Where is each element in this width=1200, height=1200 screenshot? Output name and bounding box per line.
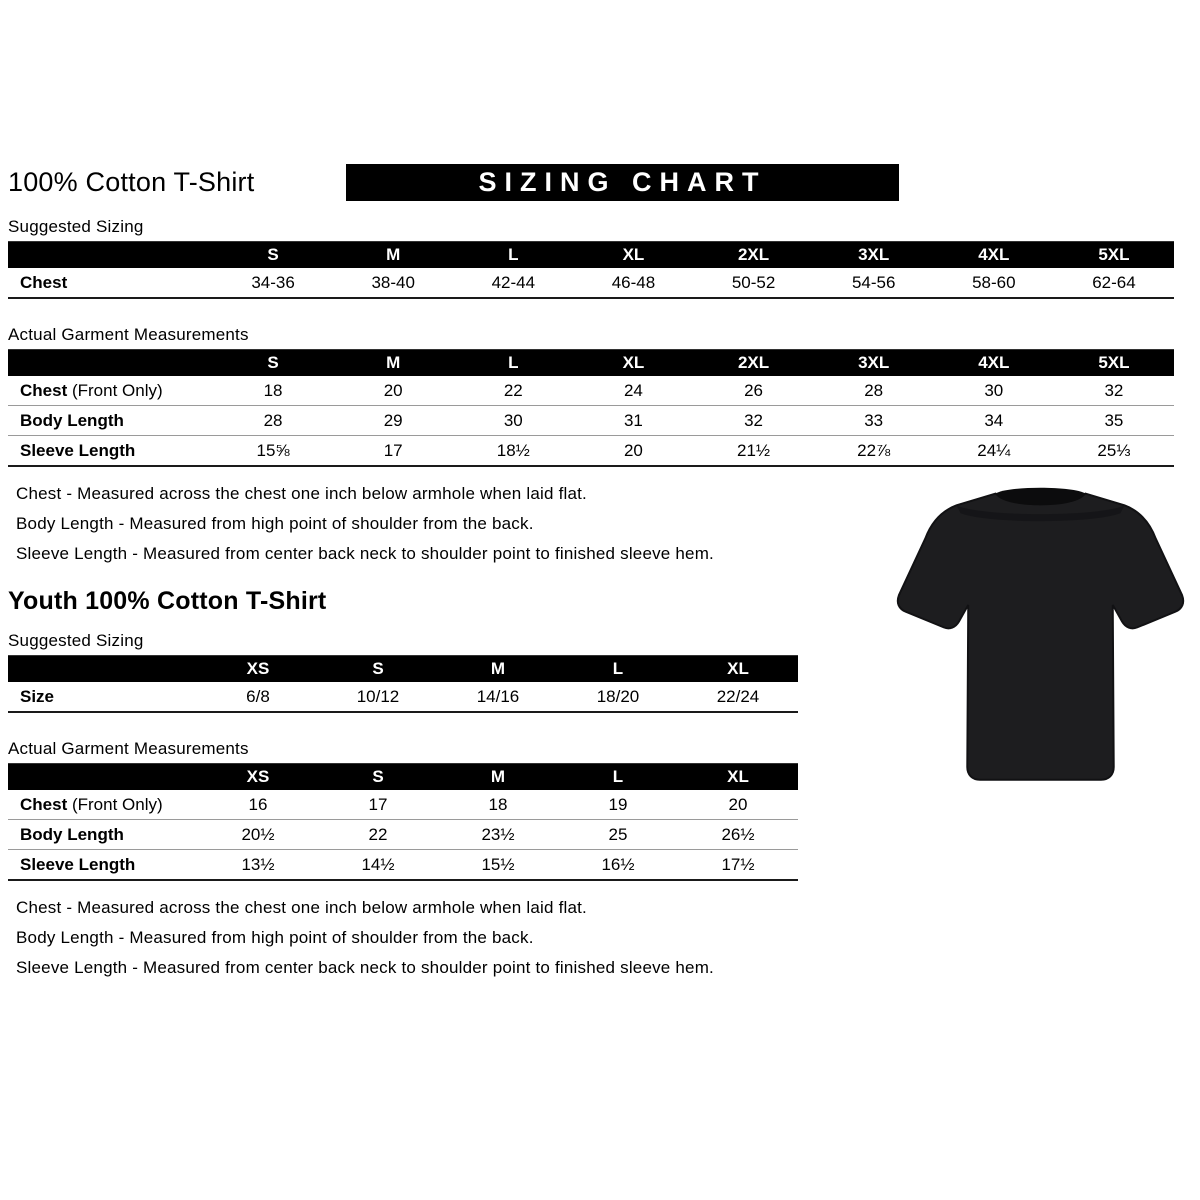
note-line: Body Length - Measured from high point of shoulder from the back.: [16, 514, 534, 533]
note-line: Body Length - Measured from high point of shoulder from the back.: [16, 928, 534, 947]
measurement-cell: 58-60: [972, 272, 1016, 292]
measurement-cell: 30: [984, 380, 1004, 400]
measurement-cell: 17½: [721, 854, 755, 874]
measurement-cell: 20: [383, 380, 403, 400]
size-column-header: L: [558, 656, 678, 683]
measurement-cell: 10/12: [356, 686, 400, 706]
size-column-header: 2XL: [694, 242, 814, 269]
measurement-cell: 46-48: [611, 272, 656, 292]
sizing-chart-banner: SIZING CHART: [346, 164, 899, 201]
measurement-cell: 24: [623, 380, 643, 400]
note-line: Sleeve Length - Measured from center back neck to shoulder point to finished sleeve hem.: [16, 544, 714, 563]
youth-garment-measurements-table: [8, 763, 798, 881]
measurement-cell: 22: [503, 380, 523, 400]
size-column-header: 4XL: [934, 242, 1054, 269]
measurement-cell: 33: [864, 410, 884, 430]
table-row: [8, 376, 1174, 406]
measurement-cell: 28: [864, 380, 884, 400]
size-column-header: S: [213, 242, 333, 269]
measurement-cell: 25: [608, 824, 628, 844]
row-label: Body Length: [20, 824, 124, 844]
section-label-adult-suggested: Suggested Sizing: [8, 217, 144, 236]
measurement-cell: 23½: [481, 824, 515, 844]
row-label: Sleeve Length: [20, 854, 136, 874]
table-row: [8, 820, 798, 850]
table-row: [8, 850, 798, 881]
measurement-cell: 17: [368, 794, 388, 814]
measurement-cell: 29: [383, 410, 403, 430]
size-column-header: M: [333, 350, 453, 377]
row-label: Size: [20, 686, 55, 706]
corner-cell: [8, 764, 198, 791]
note-line: Chest - Measured across the chest one inch below armhole when laid flat.: [16, 484, 587, 503]
section-label-adult-actual: Actual Garment Measurements: [8, 325, 249, 344]
measurement-cell: 38-40: [371, 272, 415, 292]
note-line: Chest - Measured across the chest one inch below armhole when laid flat.: [16, 898, 587, 917]
size-column-header: 5XL: [1054, 350, 1174, 377]
measurement-cell: 34-36: [251, 272, 295, 292]
measurement-cell: 32: [744, 410, 764, 430]
size-column-header: 3XL: [814, 350, 934, 377]
measurement-cell: 62-64: [1092, 272, 1136, 292]
size-column-header: 5XL: [1054, 242, 1174, 269]
measurement-cell: 18: [263, 380, 283, 400]
size-column-header: XL: [573, 242, 693, 269]
row-label: Chest (Front Only): [20, 380, 163, 400]
tshirt-graphic: [893, 478, 1188, 810]
size-column-header: L: [453, 242, 573, 269]
measurement-cell: 19: [608, 794, 628, 814]
measurement-cell: 17: [383, 440, 403, 460]
measurement-cell: 28: [263, 410, 283, 430]
measurement-cell: 6/8: [246, 686, 270, 706]
measurement-cell: 18½: [496, 440, 530, 460]
row-label: Body Length: [20, 410, 124, 430]
measurement-cell: 20: [623, 440, 643, 460]
youth-page-title: Youth 100% Cotton T-Shirt: [8, 587, 327, 615]
measurement-cell: 18: [488, 794, 508, 814]
measurement-cell: 54-56: [851, 272, 896, 292]
measurement-cell: 26½: [721, 824, 755, 844]
measurement-cell: 32: [1104, 380, 1124, 400]
corner-cell: [8, 656, 198, 683]
measurement-cell: 22⅞: [857, 440, 891, 460]
size-column-header: S: [318, 764, 438, 791]
size-column-header: XL: [678, 656, 798, 683]
black-tshirt-image: [893, 478, 1188, 810]
page-title: 100% Cotton T-Shirt: [8, 166, 255, 197]
measurement-cell: 25⅓: [1097, 440, 1131, 460]
measurement-cell: 42-44: [491, 272, 536, 292]
measurement-cell: 15⅝: [256, 440, 290, 460]
table-row: [8, 436, 1174, 467]
measurement-cell: 30: [503, 410, 523, 430]
adult-garment-measurements-table: [8, 349, 1174, 467]
size-column-header: XL: [678, 764, 798, 791]
row-label: Chest: [20, 272, 68, 292]
measurement-cell: 16½: [601, 854, 635, 874]
measurement-cell: 14/16: [476, 686, 520, 706]
measurement-cell: 31: [623, 410, 643, 430]
table-row: [8, 406, 1174, 436]
row-label: Chest (Front Only): [20, 794, 163, 814]
size-column-header: M: [438, 656, 558, 683]
measurement-cell: 20: [728, 794, 748, 814]
youth-measurement-notes: [8, 893, 1178, 983]
row-label: Sleeve Length: [20, 440, 136, 460]
corner-cell: [8, 350, 213, 377]
size-column-header: M: [333, 242, 453, 269]
table-row: [8, 790, 798, 820]
table-row: [8, 682, 798, 712]
header-row: [8, 162, 1178, 202]
size-column-header: S: [318, 656, 438, 683]
measurement-cell: 20½: [241, 824, 275, 844]
measurement-cell: 15½: [481, 854, 515, 874]
size-column-header: L: [558, 764, 678, 791]
section-label-youth-suggested: Suggested Sizing: [8, 631, 144, 650]
note-line: Sleeve Length - Measured from center back neck to shoulder point to finished sleeve hem.: [16, 958, 714, 977]
tshirt-body-shape: [898, 494, 1183, 780]
size-column-header: 3XL: [814, 242, 934, 269]
size-column-header: XL: [573, 350, 693, 377]
size-column-header: XS: [198, 656, 318, 683]
measurement-cell: 18/20: [596, 686, 640, 706]
table-row: [8, 268, 1174, 298]
measurement-cell: 50-52: [731, 272, 776, 292]
size-column-header: M: [438, 764, 558, 791]
size-column-header: 2XL: [694, 350, 814, 377]
measurement-cell: 16: [248, 794, 268, 814]
size-column-header: S: [213, 350, 333, 377]
corner-cell: [8, 242, 213, 269]
measurement-cell: 24¼: [977, 440, 1011, 460]
measurement-cell: 21½: [737, 440, 771, 460]
measurement-cell: 34: [984, 410, 1004, 430]
measurement-cell: 35: [1104, 410, 1124, 430]
section-label-youth-actual: Actual Garment Measurements: [8, 739, 249, 758]
size-column-header: XS: [198, 764, 318, 791]
measurement-cell: 14½: [361, 854, 395, 874]
measurement-cell: 26: [744, 380, 764, 400]
youth-suggested-sizing-table: [8, 655, 798, 713]
size-column-header: 4XL: [934, 350, 1054, 377]
measurement-cell: 22: [368, 824, 388, 844]
measurement-cell: 13½: [241, 854, 275, 874]
adult-suggested-sizing-table: [8, 241, 1174, 299]
measurement-cell: 22/24: [716, 686, 760, 706]
size-column-header: L: [453, 350, 573, 377]
